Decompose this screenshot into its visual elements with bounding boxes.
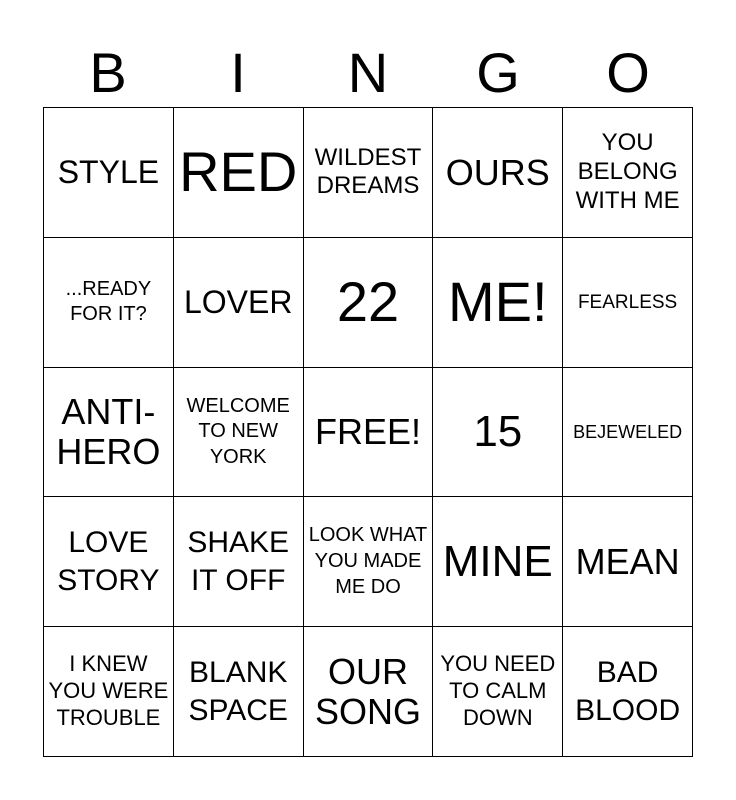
bingo-cell[interactable]: BLANK SPACE [174,627,304,757]
bingo-cell[interactable]: SHAKE IT OFF [174,497,304,627]
bingo-cell[interactable]: WELCOME TO NEW YORK [174,368,304,498]
bingo-cell[interactable]: OUR SONG [304,627,434,757]
bingo-cell[interactable]: MEAN [563,497,693,627]
bingo-cell[interactable]: ...READY FOR IT? [44,238,174,368]
bingo-cell[interactable]: LOVER [174,238,304,368]
bingo-cell[interactable]: BEJEWELED [563,368,693,498]
header-letter-n: N [347,41,389,104]
bingo-cell[interactable]: OURS [433,108,563,238]
bingo-cell[interactable]: 15 [433,368,563,498]
bingo-cell[interactable]: RED [174,108,304,238]
bingo-cell[interactable]: BAD BLOOD [563,627,693,757]
header-letter-o: O [606,41,650,104]
header-letter-g: G [476,41,520,104]
bingo-cell[interactable]: 22 [304,238,434,368]
bingo-cell[interactable]: ME! [433,238,563,368]
bingo-header [43,40,693,106]
bingo-cell[interactable]: FREE! [304,368,434,498]
bingo-cell[interactable]: FEARLESS [563,238,693,368]
bingo-board [43,107,693,757]
bingo-cell[interactable]: LOOK WHAT YOU MADE ME DO [304,497,434,627]
bingo-cell[interactable]: I KNEW YOU WERE TROUBLE [44,627,174,757]
bingo-cell[interactable]: STYLE [44,108,174,238]
bingo-cell[interactable]: YOU NEED TO CALM DOWN [433,627,563,757]
bingo-cell[interactable]: LOVE STORY [44,497,174,627]
bingo-cell[interactable]: YOU BELONG WITH ME [563,108,693,238]
header-letter-i: I [230,41,246,104]
header-letter-b: B [89,41,127,104]
bingo-cell[interactable]: MINE [433,497,563,627]
bingo-cell[interactable]: ANTI-HERO [44,368,174,498]
bingo-cell[interactable]: WILDEST DREAMS [304,108,434,238]
